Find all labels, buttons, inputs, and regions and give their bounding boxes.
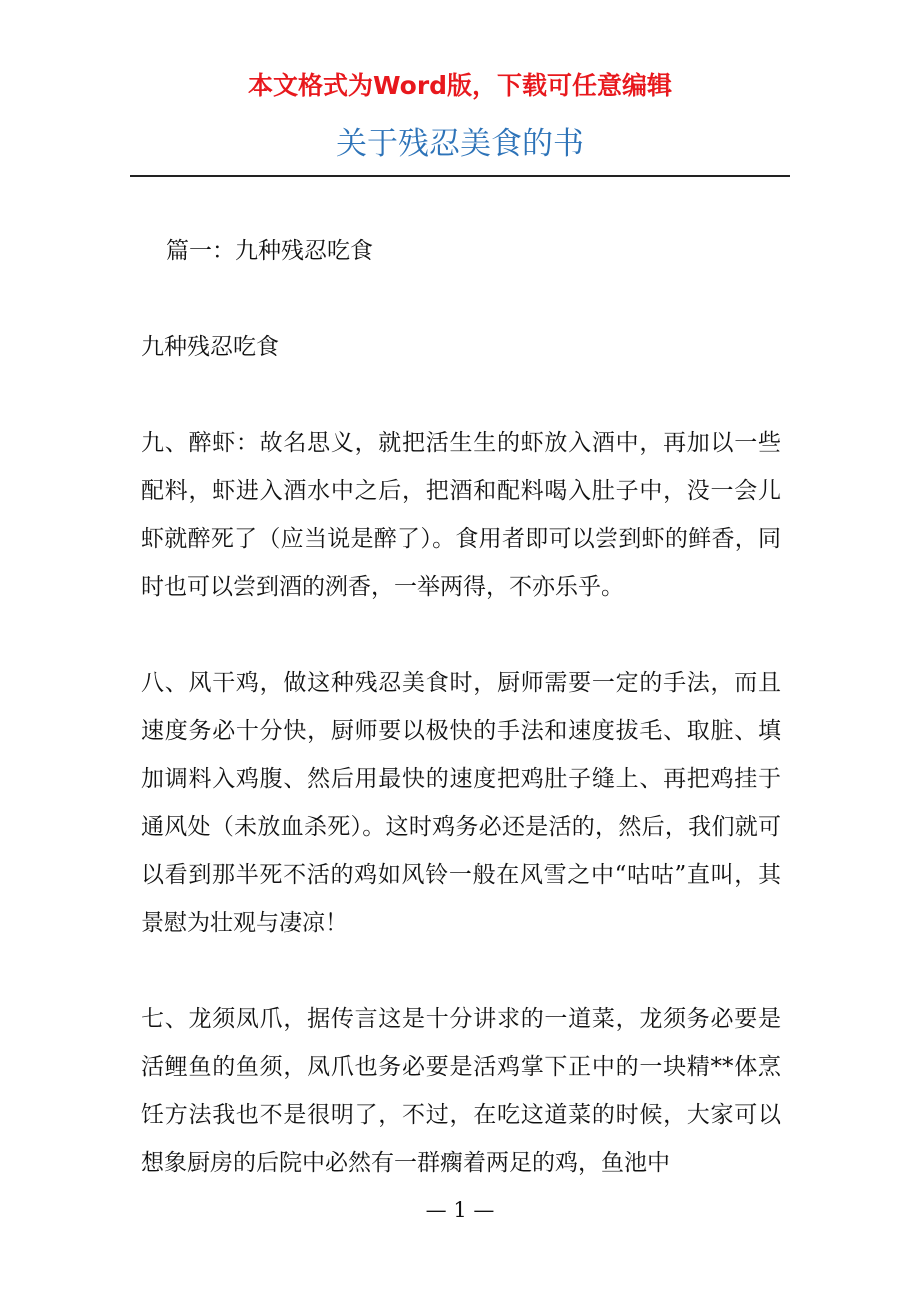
- paragraph-dragon-whiskers: 七、龙须凤爪，据传言这是十分讲求的一道菜，龙须务必要是活鲤鱼的鱼须，凤爪也务必要是活鸡掌下正中的一块精**体烹饪方法我也不是很明了，不过，在吃这道菜的时候，大家可以想象厨房的后院中必然有一群瘸着两足的鸡，鱼池中: [141, 1006, 781, 1176]
- paragraph-air-dried-chicken: 八、风干鸡，做这种残忍美食时，厨师需要一定的手法，而且速度务必十分快，厨师要以极快的手法和速度拔毛、取脏、填加调料入鸡腹、然后用最快的速度把鸡肚子缝上、再把鸡挂于通风处（未放血杀死）。这时鸡务必还是活的，然后，我们就可以看到那半死不活的鸡如风铃一般在风雪之中“咕咕”直叫，其景慰为壮观与凄凉！: [141, 670, 781, 936]
- document-body: [141, 227, 781, 1187]
- document-title: 关于残忍美食的书: [336, 126, 584, 162]
- download-notice: 本文格式为Word版，下载可任意编辑: [247, 71, 673, 100]
- title-divider: [130, 175, 790, 177]
- article-heading: 九种残忍吃食: [141, 334, 279, 360]
- page-number: — 1 —: [425, 1198, 495, 1222]
- paragraph-drunken-shrimp: 九、醉虾：故名思义，就把活生生的虾放入酒中，再加以一些配料，虾进入酒水中之后，把酒和配料喝入肚子中，没一会儿虾就醉死了（应当说是醉了）。食用者即可以尝到虾的鲜香，同时也可以尝到酒的洌香，一举两得，不亦乐乎。: [141, 430, 781, 600]
- section-heading: 篇一：九种残忍吃食: [166, 238, 373, 264]
